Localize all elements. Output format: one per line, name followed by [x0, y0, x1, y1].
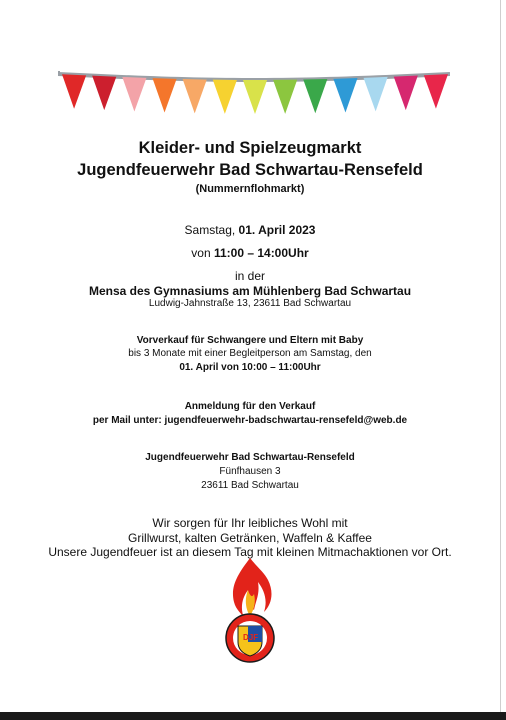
bunting-flag	[213, 80, 237, 114]
bunting-flag	[183, 79, 207, 113]
presale-line-3: 01. April von 10:00 – 11:00Uhr	[179, 362, 321, 373]
time-prefix: von	[191, 246, 214, 260]
date-value: 01. April 2023	[238, 223, 316, 237]
subtitle: (Nummernflohmarkt)	[195, 183, 305, 195]
address: Ludwig-Jahnstraße 13, 23611 Bad Schwartau	[148, 298, 352, 309]
bunting-flag	[243, 80, 267, 114]
bunting-garland	[58, 66, 450, 126]
bunting-flag	[303, 79, 327, 113]
registration-email: per Mail unter: jugendfeuerwehr-badschwartau-rensefeld@web.de	[92, 415, 408, 426]
event-time	[0, 245, 500, 261]
jugendfeuerwehr-logo	[220, 556, 280, 666]
bottom-bar	[0, 712, 506, 720]
bunting-flag	[273, 80, 297, 114]
presale-line-2: bis 3 Monate mit einer Begleitperson am Samstag, den	[128, 348, 372, 359]
location-intro: in der	[234, 269, 266, 283]
time-value: 11:00 – 14:00Uhr	[213, 246, 309, 260]
title-line-1: Kleider- und Spielzeugmarkt	[138, 139, 362, 157]
bunting-flag	[152, 78, 176, 112]
organizer-street: Fünfhausen 3	[219, 466, 281, 477]
registration-heading: Anmeldung für den Verkauf	[184, 401, 316, 412]
bunting-flag	[122, 77, 146, 111]
catering-line-3: Unsere Jugendfeuer ist an diesem Tag mit kleinen Mitmachaktionen vor Ort.	[48, 545, 452, 559]
organizer-city: 23611 Bad Schwartau	[201, 480, 299, 491]
bunting-flag	[333, 78, 357, 112]
date-prefix: Samstag,	[184, 223, 239, 237]
bunting-flag	[364, 77, 388, 111]
presale-heading: Vorverkauf für Schwangere und Eltern mit Baby	[136, 335, 364, 346]
logo-letters: DJF	[243, 633, 259, 642]
bunting-flag	[424, 74, 448, 109]
bunting-flag	[62, 74, 86, 109]
bunting-flag	[394, 76, 418, 111]
organizer-name: Jugendfeuerwehr Bad Schwartau-Rensefeld	[145, 452, 355, 463]
event-date	[0, 222, 500, 238]
bunting-flag	[92, 76, 116, 111]
catering-line-1: Wir sorgen für Ihr leibliches Wohl mit	[152, 516, 348, 530]
venue: Mensa des Gymnasiums am Mühlenberg Bad Schwartau	[88, 284, 412, 298]
title-line-2: Jugendfeuerwehr Bad Schwartau-Rensefeld	[77, 161, 423, 179]
catering-line-2: Grillwurst, kalten Getränken, Waffeln & Kaffee	[128, 531, 372, 545]
bunting-string	[58, 71, 450, 80]
